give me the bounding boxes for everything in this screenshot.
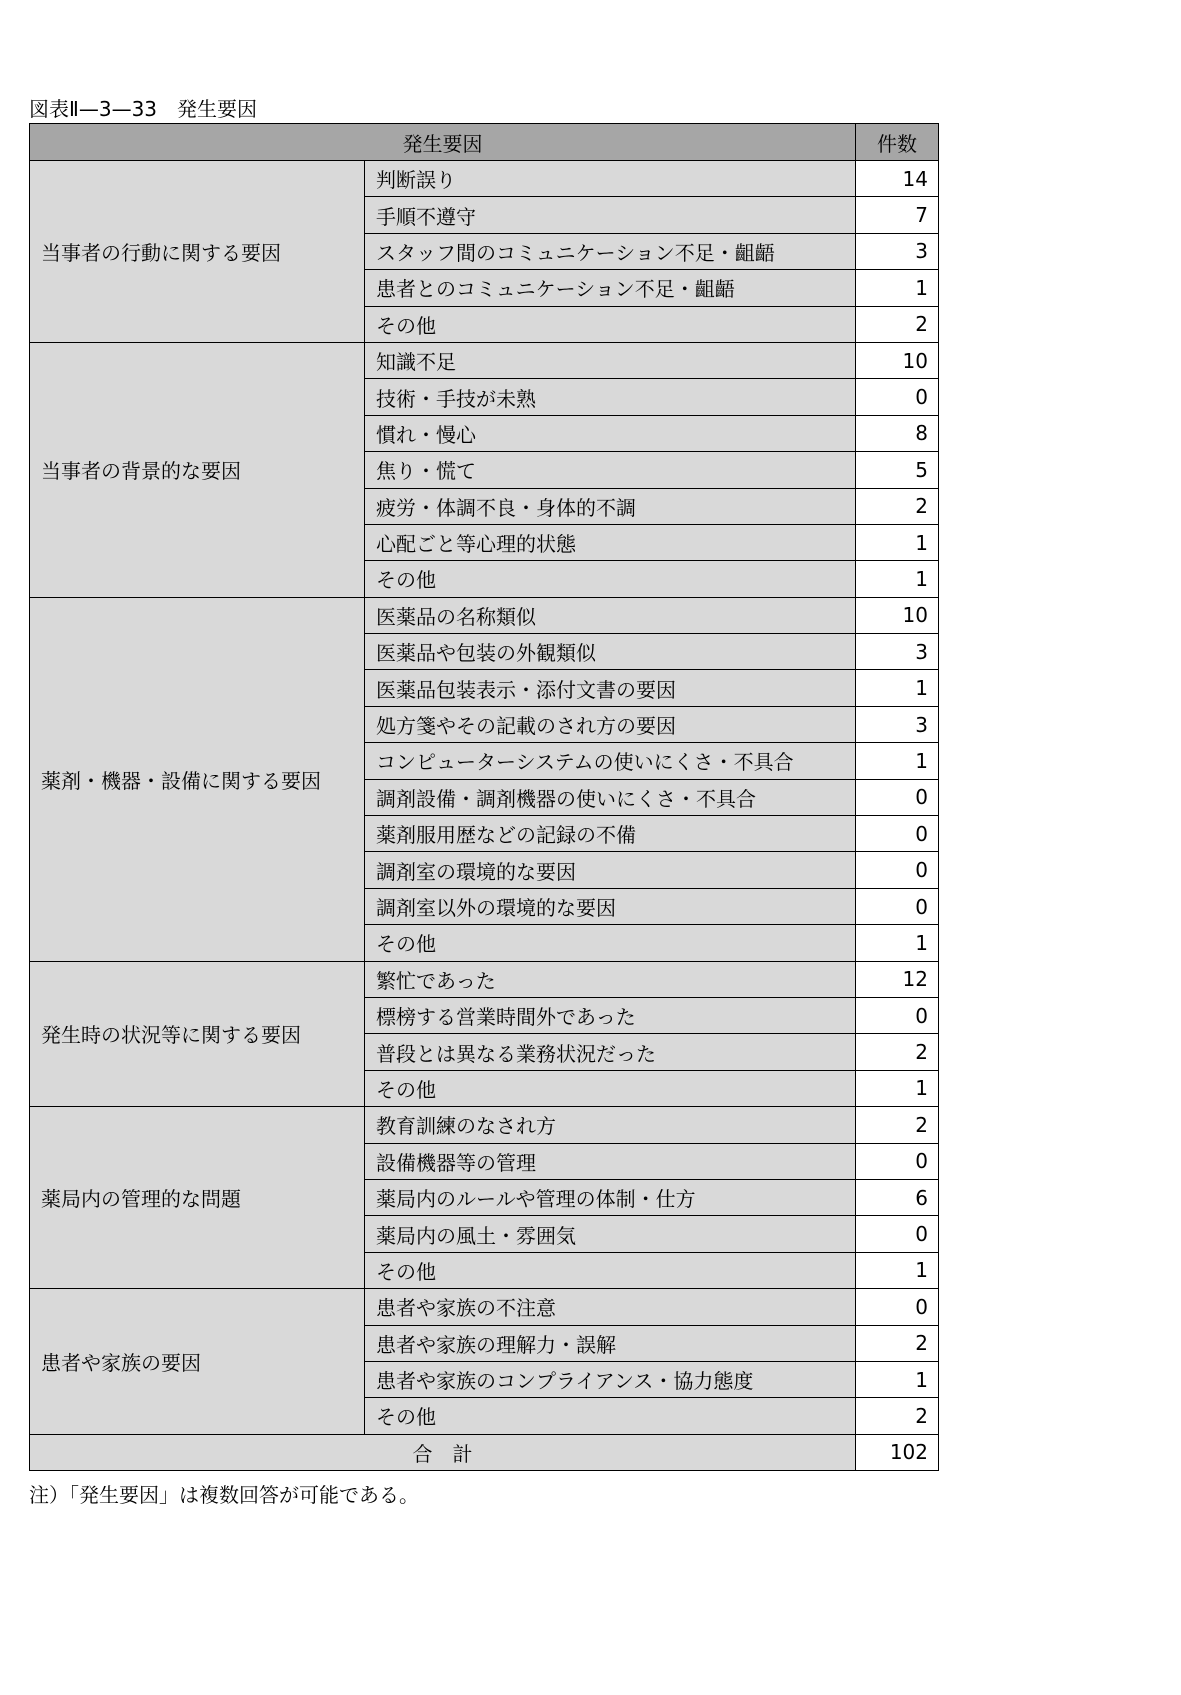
factor-count: 3: [856, 706, 939, 742]
factor-count: 2: [856, 488, 939, 524]
factor-count: 1: [856, 1361, 939, 1397]
factor-count: 8: [856, 415, 939, 451]
header-factor: 発生要因: [30, 124, 856, 161]
table-row: [30, 1107, 939, 1143]
figure-title: 図表Ⅱ—3—33 発生要因: [29, 97, 258, 121]
factor-count: 1: [856, 1070, 939, 1106]
factor-count: 0: [856, 379, 939, 415]
factor-count: 0: [856, 1289, 939, 1325]
factor-label: その他: [365, 1398, 856, 1434]
factor-label: 心配ごと等心理的状態: [365, 524, 856, 560]
factor-count: 12: [856, 961, 939, 997]
factor-count: 2: [856, 1107, 939, 1143]
factor-count: 1: [856, 561, 939, 597]
factor-count: 0: [856, 1216, 939, 1252]
factor-count: 2: [856, 306, 939, 342]
factor-label: 処方箋やその記載のされ方の要因: [365, 706, 856, 742]
factor-count: 0: [856, 852, 939, 888]
factor-label: 医薬品や包装の外観類似: [365, 634, 856, 670]
factor-label: 患者とのコミュニケーション不足・齟齬: [365, 270, 856, 306]
factor-count: 3: [856, 634, 939, 670]
factor-label: 繁忙であった: [365, 961, 856, 997]
factor-label: コンピューターシステムの使いにくさ・不具合: [365, 743, 856, 779]
factor-label: 薬局内の風土・雰囲気: [365, 1216, 856, 1252]
factor-label: 患者や家族の理解力・誤解: [365, 1325, 856, 1361]
factor-label: 設備機器等の管理: [365, 1143, 856, 1179]
factor-label: 普段とは異なる業務状況だった: [365, 1034, 856, 1070]
factor-label: その他: [365, 1070, 856, 1106]
factor-count: 3: [856, 233, 939, 269]
factor-label: その他: [365, 925, 856, 961]
factor-count: 2: [856, 1398, 939, 1434]
factor-label: 患者や家族のコンプライアンス・協力態度: [365, 1361, 856, 1397]
factor-count: 1: [856, 1252, 939, 1288]
factor-label: 慣れ・慢心: [365, 415, 856, 451]
factor-label: 教育訓練のなされ方: [365, 1107, 856, 1143]
factor-count: 10: [856, 342, 939, 378]
factor-count: 0: [856, 779, 939, 815]
factor-label: 疲労・体調不良・身体的不調: [365, 488, 856, 524]
factor-label: 調剤室以外の環境的な要因: [365, 888, 856, 924]
factor-label: 判断誤り: [365, 161, 856, 197]
factor-count: 7: [856, 197, 939, 233]
factor-count: 1: [856, 524, 939, 560]
table-row: [30, 342, 939, 378]
factor-count: 0: [856, 888, 939, 924]
group-label: 当事者の行動に関する要因: [30, 161, 365, 343]
table-row: [30, 597, 939, 633]
table-header-row: [30, 124, 939, 161]
factor-label: スタッフ間のコミュニケーション不足・齟齬: [365, 233, 856, 269]
factor-label: 調剤設備・調剤機器の使いにくさ・不具合: [365, 779, 856, 815]
factor-label: その他: [365, 561, 856, 597]
factor-label: 技術・手技が未熟: [365, 379, 856, 415]
factor-count: 5: [856, 452, 939, 488]
table-body: [30, 161, 939, 1435]
factor-label: 知識不足: [365, 342, 856, 378]
factor-count: 1: [856, 270, 939, 306]
total-label: 合 計: [30, 1434, 856, 1470]
factor-count: 6: [856, 1179, 939, 1215]
factor-label: 調剤室の環境的な要因: [365, 852, 856, 888]
group-label: 薬剤・機器・設備に関する要因: [30, 597, 365, 961]
factor-count: 0: [856, 816, 939, 852]
factor-count: 1: [856, 670, 939, 706]
group-label: 薬局内の管理的な問題: [30, 1107, 365, 1289]
factor-label: 薬剤服用歴などの記録の不備: [365, 816, 856, 852]
factor-label: その他: [365, 306, 856, 342]
table-row: [30, 1289, 939, 1325]
total-row: [30, 1434, 939, 1470]
factor-count: 10: [856, 597, 939, 633]
factor-count: 1: [856, 925, 939, 961]
group-label: 当事者の背景的な要因: [30, 342, 365, 597]
factor-count: 0: [856, 1143, 939, 1179]
header-count: 件数: [856, 124, 939, 161]
total-count: 102: [856, 1434, 939, 1470]
table-row: [30, 161, 939, 197]
factor-count: 0: [856, 997, 939, 1033]
cause-table: [29, 123, 939, 1471]
group-label: 患者や家族の要因: [30, 1289, 365, 1435]
factor-label: 医薬品包装表示・添付文書の要因: [365, 670, 856, 706]
factor-count: 2: [856, 1325, 939, 1361]
group-label: 発生時の状況等に関する要因: [30, 961, 365, 1107]
factor-label: 焦り・慌て: [365, 452, 856, 488]
factor-label: 患者や家族の不注意: [365, 1289, 856, 1325]
table-row: [30, 961, 939, 997]
factor-count: 14: [856, 161, 939, 197]
footnote: 注）「発生要因」は複数回答が可能である。: [29, 1483, 419, 1507]
factor-label: 標榜する営業時間外であった: [365, 997, 856, 1033]
factor-count: 2: [856, 1034, 939, 1070]
factor-count: 1: [856, 743, 939, 779]
factor-label: その他: [365, 1252, 856, 1288]
factor-label: 薬局内のルールや管理の体制・仕方: [365, 1179, 856, 1215]
factor-label: 医薬品の名称類似: [365, 597, 856, 633]
factor-label: 手順不遵守: [365, 197, 856, 233]
